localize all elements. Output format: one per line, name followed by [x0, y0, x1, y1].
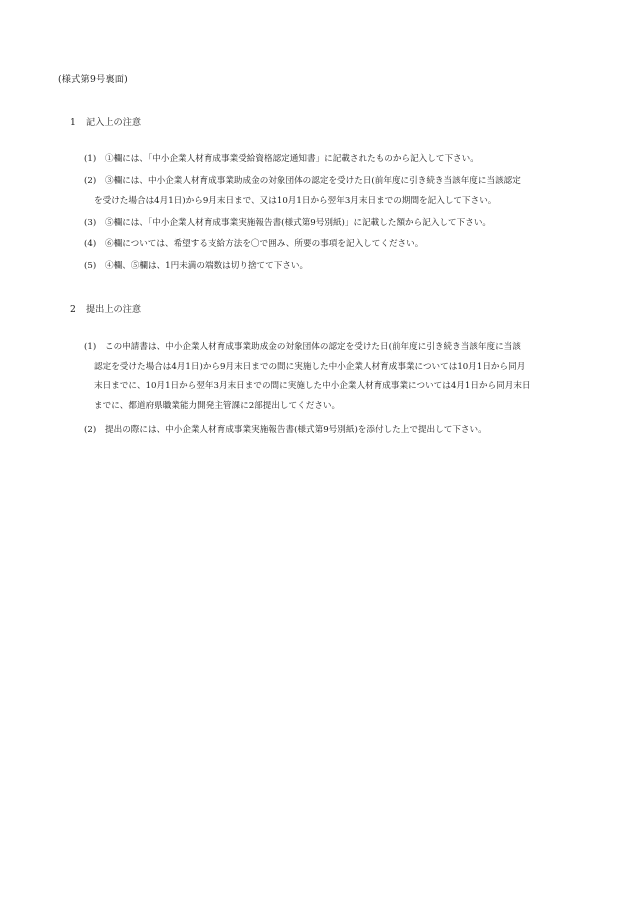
item-text: ④欄、⑤欄は、1円未満の端数は切り捨てて下さい。	[105, 261, 309, 271]
item-text-continuation: 末日までに、10月1日から翌年3月末日までの間に実施した中小企業人材育成事業については4月1日から同月末日	[94, 381, 531, 391]
section-2-title: 提出上の注意	[86, 304, 142, 315]
item-text: この申請書は、中小企業人材育成事業助成金の対象団体の認定を受けた日(前年度に引き続き当該年度に当該	[105, 342, 521, 352]
section-2-item-2	[84, 421, 584, 441]
item-text: ③欄には、中小企業人材育成事業助成金の対象団体の認定を受けた日(前年度に引き続き当該年度に当該認定	[105, 176, 521, 186]
section-1-item-5	[84, 257, 584, 277]
item-text: 提出の際には、中小企業人材育成事業実施報告書(様式第9号別紙)を添付した上で提出して下さい。	[105, 425, 487, 435]
form-number-label: (様式第9号裏面)	[58, 74, 128, 85]
item-text-continuation: 認定を受けた場合は4月1日)から9月末日までの間に実施した中小企業人材育成事業については10月1日から同月	[94, 361, 526, 372]
item-text: ①欄には、「中小企業人材育成事業受給資格認定通知書」に記載されたものから記入して下さい。	[105, 154, 479, 164]
section-1-item-4	[84, 235, 584, 255]
item-number: (1)	[84, 342, 97, 352]
section-1-item-1	[84, 150, 584, 170]
item-number: (3)	[84, 218, 97, 228]
item-number: (4)	[84, 239, 97, 249]
section-1-title: 記入上の注意	[86, 117, 142, 128]
item-text-continuation: を受けた場合は4月1日)から9月末日まで、又は10月1日から翌年3月末日までの期間を記入して下さい。	[94, 195, 497, 206]
item-text: ⑤欄には、「中小企業人材育成事業実施報告書(様式第9号別紙)」に記載した額から記入して下さい。	[105, 218, 492, 228]
item-text: ⑥欄については、希望する支給方法を〇で囲み、所要の事項を記入してください。	[105, 239, 424, 249]
section-2-number: 2	[70, 304, 76, 315]
item-number: (1)	[84, 154, 97, 164]
section-1-item-2	[84, 172, 584, 211]
section-1-heading	[70, 114, 141, 128]
section-2-heading	[70, 301, 141, 315]
section-1-item-3	[84, 214, 584, 234]
item-number: (2)	[84, 425, 97, 435]
section-1-number: 1	[70, 117, 76, 128]
item-number: (5)	[84, 261, 97, 271]
section-2-item-1	[84, 338, 584, 416]
item-number: (2)	[84, 176, 97, 186]
item-text-continuation: までに、都道府県職業能力開発主管課に2部提出してください。	[94, 400, 341, 411]
